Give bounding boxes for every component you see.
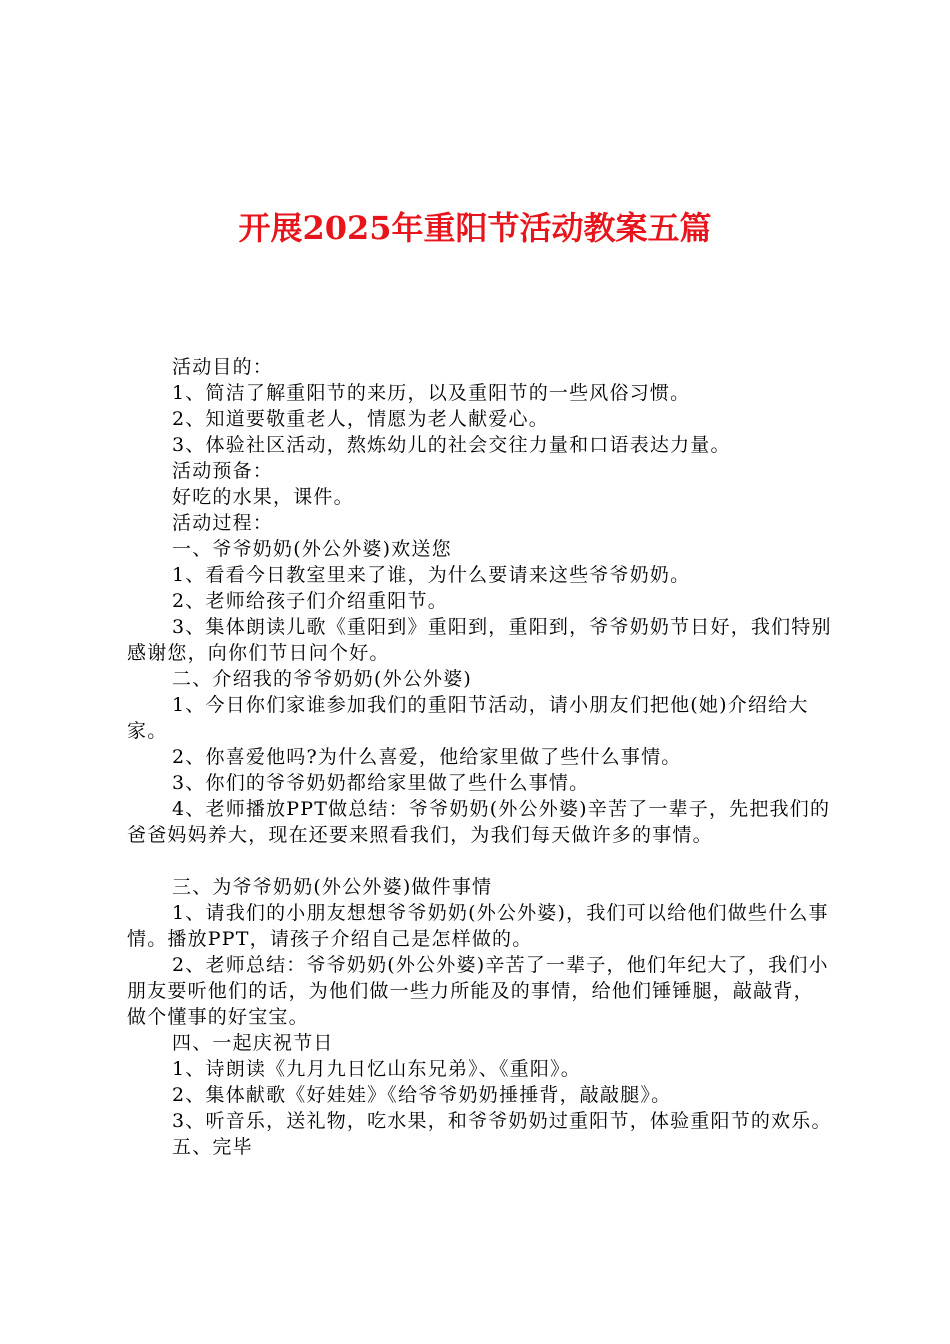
- paragraph: 2、你喜爱他吗?为什么喜爱，他给家里做了些什么事情。: [172, 746, 682, 768]
- paragraph: 1、请我们的小朋友想想爷爷奶奶(外公外婆)，我们可以给他们做些什么事情。播放PPT，请孩子介绍自己是怎样做的。: [127, 902, 829, 950]
- document-body: [127, 354, 833, 1160]
- paragraph: 活动过程：: [172, 512, 274, 534]
- paragraph: 1、诗朗读《九月九日忆山东兄弟》、《重阳》。: [172, 1058, 581, 1080]
- paragraph: 四、一起庆祝节日: [172, 1032, 334, 1054]
- paragraph: 活动预备：: [172, 460, 274, 482]
- document-title: 开展2025年重阳节活动教案五篇: [238, 209, 712, 247]
- paragraph: 一、爷爷奶奶(外公外婆)欢送您: [172, 538, 452, 560]
- paragraph: 2、知道要敬重老人，情愿为老人献爱心。: [172, 408, 549, 430]
- paragraph: 二、介绍我的爷爷奶奶(外公外婆): [172, 668, 473, 690]
- paragraph: 1、看看今日教室里来了谁，为什么要请来这些爷爷奶奶。: [172, 564, 691, 586]
- paragraph: 好吃的水果，课件。: [172, 486, 354, 508]
- paragraph: 活动目的：: [172, 356, 274, 378]
- paragraph: 三、为爷爷奶奶(外公外婆)做件事情: [172, 876, 493, 898]
- paragraph: 2、集体献歌《好娃娃》《给爷爷奶奶捶捶背，敲敲腿》。: [172, 1084, 672, 1106]
- paragraph: 3、集体朗读儿歌《重阳到》重阳到，重阳到，爷爷奶奶节日好，我们特别感谢您，向你们节日问个好。: [127, 616, 832, 664]
- paragraph: 3、听音乐，送礼物，吃水果，和爷爷奶奶过重阳节，体验重阳节的欢乐。: [172, 1110, 832, 1132]
- paragraph: 4、老师播放PPT做总结：爷爷奶奶(外公外婆)辛苦了一辈子，先把我们的爸爸妈妈养大，现在还要来照看我们，为我们每天做许多的事情。: [127, 798, 831, 846]
- paragraph: 3、你们的爷爷奶奶都给家里做了些什么事情。: [172, 772, 590, 794]
- paragraph: 3、体验社区活动，熬炼幼儿的社会交往力量和口语表达力量。: [172, 434, 731, 456]
- paragraph: 2、老师总结：爷爷奶奶(外公外婆)辛苦了一辈子，他们年纪大了，我们小朋友要听他们的话，为他们做一些力所能及的事情，给他们锤锤腿，敲敲背，做个懂事的好宝宝。: [127, 954, 829, 1028]
- paragraph: 1、简洁了解重阳节的来历，以及重阳节的一些风俗习惯。: [172, 382, 691, 404]
- paragraph-spacer: [127, 848, 833, 874]
- paragraph: 五、完毕: [172, 1136, 253, 1158]
- paragraph: 2、老师给孩子们介绍重阳节。: [172, 590, 448, 612]
- paragraph: 1、今日你们家谁参加我们的重阳节活动，请小朋友们把他(她)介绍给大家。: [127, 694, 809, 742]
